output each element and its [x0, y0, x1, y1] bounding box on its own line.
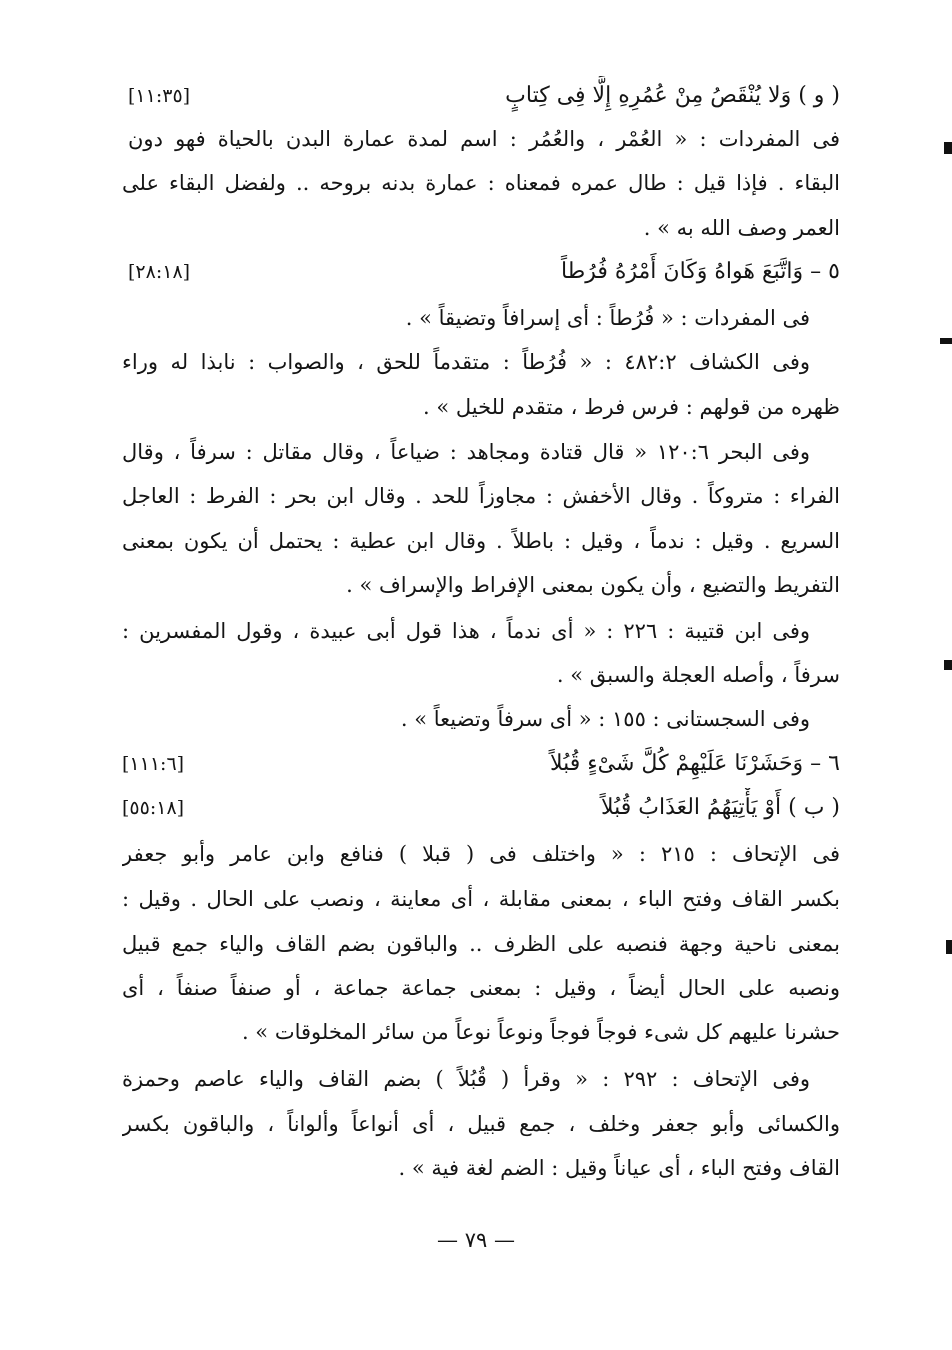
- commentary-line: الفراء : متروكاً . وقال الأخفش : مجاوزاً للحد . وقال ابن بحر : الفرط : العاجل: [122, 484, 840, 508]
- verse-line: ٦ – وَحَشَرْنَا عَلَيْهِمْ كُلَّ شَىْءٍ قُبُلاً: [550, 751, 840, 776]
- commentary-line: ونصبه على الحال أيضاً ، وقيل : بمعنى جماعة جماعة ، أو صنفاً صنفاً ، أى: [122, 976, 840, 1000]
- commentary-line: وفى ابن قتيبة : ٢٢٦ : « أى ندماً ، هذا قول أبى عبيدة ، وقول المفسرين :: [122, 619, 810, 643]
- commentary-line: البقاء . فإذا قيل : طال عمره فمعناه : عمارة بدنه بروحه .. ولفضل البقاء على: [122, 171, 840, 195]
- verse-line: ( و ) وَلا يُنْقَصُ مِنْ عُمُرِهِ إِلَّا فِى كِتابٍ: [505, 83, 840, 108]
- page-number: — ٧٩ —: [437, 1228, 515, 1252]
- commentary-line: ظهره من قولهم : فرس فرط ، متقدم للخيل » .: [423, 395, 840, 419]
- commentary-line: السريع . وقيل : ندماً ، وقيل : باطلاً . وقال ابن عطية : يحتمل أن يكون بمعنى: [122, 529, 840, 553]
- commentary-line: العمر وصف الله به » .: [643, 216, 840, 240]
- commentary-line: القاف وفتح الباء ، أى عياناً وقيل : الضم لغة فية » .: [398, 1156, 840, 1180]
- commentary-line: بكسر القاف وفتح الباء ، بمعنى مقابلة ، أى معاينة ، ونصب على الحال . وقيل :: [122, 887, 840, 911]
- scan-edge-mark: [940, 338, 952, 344]
- verse-line: ( ب ) أَوْ يَأْتِيَهُمُ العَذَابُ قُبُلاً: [600, 795, 840, 820]
- commentary-line: وفى البحر ١٢٠:٦ « قال قتادة ومجاهد : ضياعاً ، وقال مقاتل : سرفاً ، وقال: [122, 440, 810, 464]
- commentary-line: والكسائى وأبو جعفر وخلف ، جمع قبيل ، أى أنواعاً وألواناً ، والباقون بكسر: [122, 1112, 840, 1136]
- verse-reference: [٥٥:١٨]: [122, 797, 185, 819]
- scan-edge-mark: [944, 660, 952, 670]
- verse-reference: [١١:٣٥]: [128, 85, 191, 107]
- verse-reference: [٢٨:١٨]: [128, 261, 191, 283]
- commentary-line: التفريط والتضيع ، وأن يكون بمعنى الإفراط والإسراف » .: [346, 573, 840, 597]
- commentary-line: سرفاً ، وأصله العجلة والسبق » .: [556, 663, 840, 687]
- commentary-line: فى المفردات : « العُمْر ، والعُمُر : اسم لمدة عمارة البدن بالحياة فهو دون: [128, 127, 840, 151]
- commentary-line: فى الإتحاف : ٢١٥ : « واختلف فى ( قبلا ) فنافع وابن عامر وأبو جعفر: [122, 842, 840, 866]
- commentary-line: حشرنا عليهم كل شىء فوجاً فوجاً ونوعاً نوعاً من سائر المخلوقات » .: [241, 1020, 840, 1044]
- commentary-line: وفى الإتحاف : ٢٩٢ : « وقرأ ( قُبُلاً ) بضم القاف والياء عاصم وحمزة: [122, 1067, 810, 1091]
- verse-line: ٥ – وَاتَّبَعَ هَواهُ وَكَانَ أَمْرُهُ فُرُطاً: [561, 259, 840, 284]
- verse-reference: [١١١:٦]: [122, 753, 185, 775]
- commentary-line: وفى الكشاف ٤٨٢:٢ : « فُرُطاً : متقدماً للحق ، والصواب : نابذا له وراء: [122, 350, 810, 374]
- commentary-line: فى المفردات : « فُرُطاً : أى إسرافاً وتضيقاً » .: [405, 306, 810, 330]
- commentary-line: وفى السجستانى : ١٥٥ : « أى سرفاً وتضيعاً » .: [400, 707, 810, 731]
- commentary-line: بمعنى ناحية وجهة فنصبه على الظرف .. والباقون بضم القاف والياء جمع قبيل: [122, 932, 840, 956]
- scan-edge-mark: [946, 940, 952, 954]
- scan-edge-mark: [944, 142, 952, 154]
